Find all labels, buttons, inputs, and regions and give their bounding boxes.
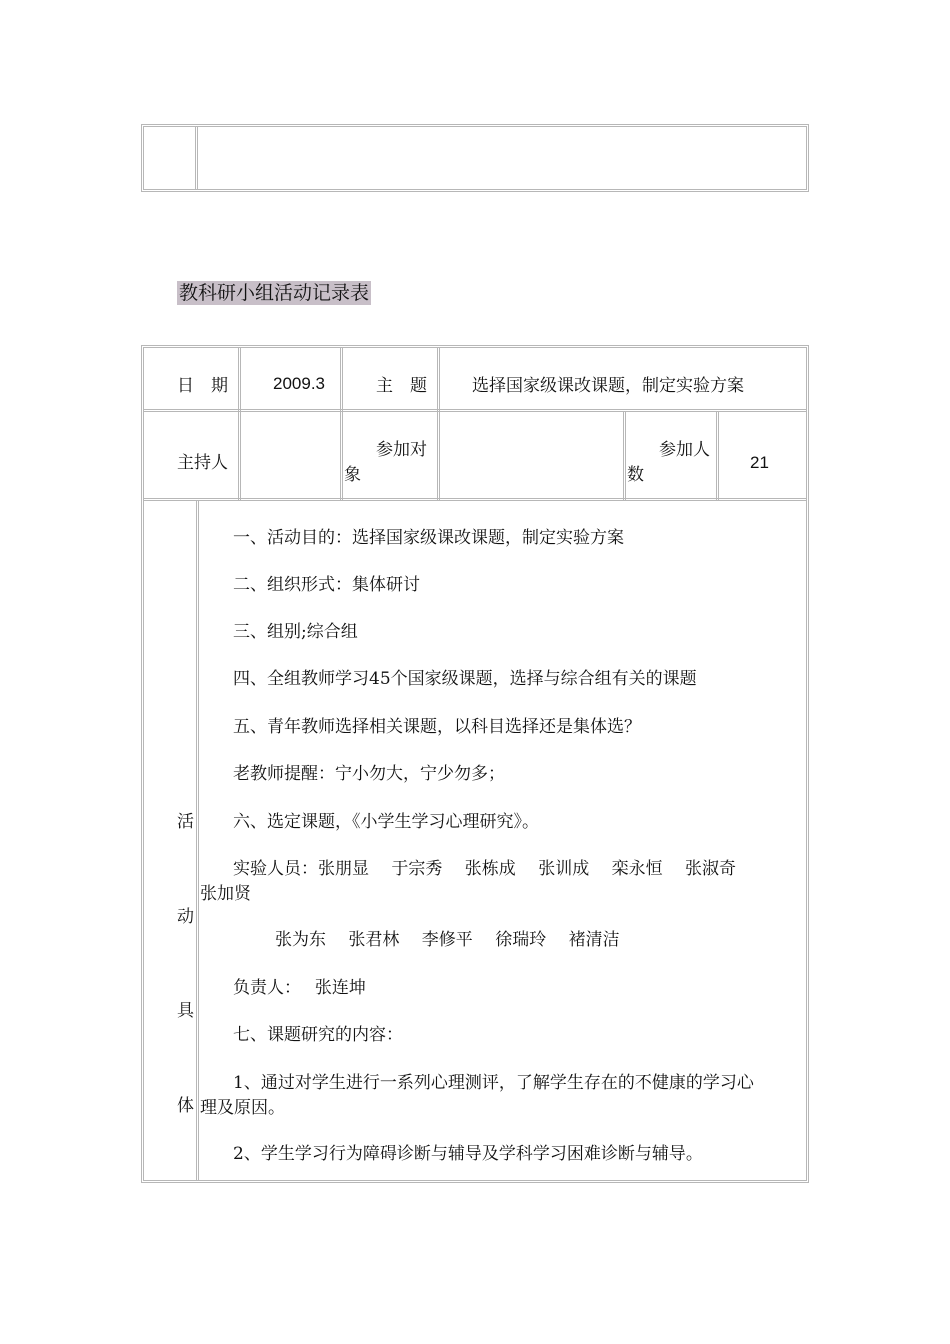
content-line-members-2: 张为东 张君林 李修平 徐瑞玲 褚清洁 [275, 930, 620, 950]
row3-divider [196, 501, 199, 1180]
content-line-item2: 2、学生学习行为障碍诊断与辅导及学科学习困难诊断与辅导。 [233, 1144, 703, 1164]
row2-divider-4 [623, 412, 626, 500]
row2-divider-5 [716, 412, 719, 500]
side-label-char: 活 [177, 812, 194, 832]
content-line-topic: 六、选定课题，《小学生学习心理研究》。 [233, 812, 539, 832]
row1-bottom-line [144, 409, 806, 412]
participants-label-line1: 参加对 [376, 440, 427, 460]
row2-bottom-line [144, 498, 806, 501]
side-label-char: 体 [177, 1096, 194, 1116]
side-label-char: 具 [177, 1001, 194, 1021]
top-empty-table [141, 124, 809, 192]
count-label-line1: 参加人 [659, 440, 710, 460]
content-line-members: 实验人员：张朋显 于宗秀 张栋成 张训成 栾永恒 张淑奇 [233, 859, 737, 879]
row2-divider-3 [437, 412, 440, 500]
row1-divider-1 [238, 348, 241, 411]
content-line-youth: 五、青年教师选择相关课题，以科目选择还是集体选？ [233, 717, 641, 737]
row2-divider-2 [340, 412, 343, 500]
content-line-form: 二、组织形式：集体研讨 [233, 575, 420, 595]
row1-divider-2 [340, 348, 343, 411]
content-line-leader: 负责人： 张连坤 [233, 978, 366, 998]
content-line-purpose: 一、活动目的：选择国家级课改课题，制定实验方案 [233, 528, 624, 548]
topic-label: 主 题 [376, 376, 427, 396]
content-line-research: 七、课题研究的内容： [233, 1025, 403, 1045]
content-line-members-cont: 张加贤 [200, 884, 251, 904]
date-value: 2009.3 [273, 374, 325, 393]
row2-divider-1 [238, 412, 241, 500]
content-line-item1: 1、通过对学生进行一系列心理测评，了解学生存在的不健康的学习心 [233, 1073, 754, 1093]
date-label: 日 期 [177, 376, 228, 396]
page-title: 教科研小组活动记录表 [179, 282, 370, 304]
count-label-line2: 数 [627, 465, 644, 485]
host-label: 主持人 [177, 453, 228, 473]
content-line-item1-cont: 理及原因。 [200, 1098, 285, 1118]
top-table-divider [195, 127, 198, 189]
content-line-study: 四、全组教师学习45个国家级课题，选择与综合组有关的课题 [233, 669, 697, 689]
count-value: 21 [750, 453, 769, 472]
content-line-group: 三、组别;综合组 [233, 622, 358, 642]
row1-divider-3 [437, 348, 440, 411]
participants-label-line2: 象 [344, 465, 361, 485]
topic-value: 选择国家级课改课题，制定实验方案 [472, 376, 744, 396]
content-line-reminder: 老教师提醒：宁小勿大，宁少勿多； [233, 764, 505, 784]
side-label-char: 动 [177, 907, 194, 927]
